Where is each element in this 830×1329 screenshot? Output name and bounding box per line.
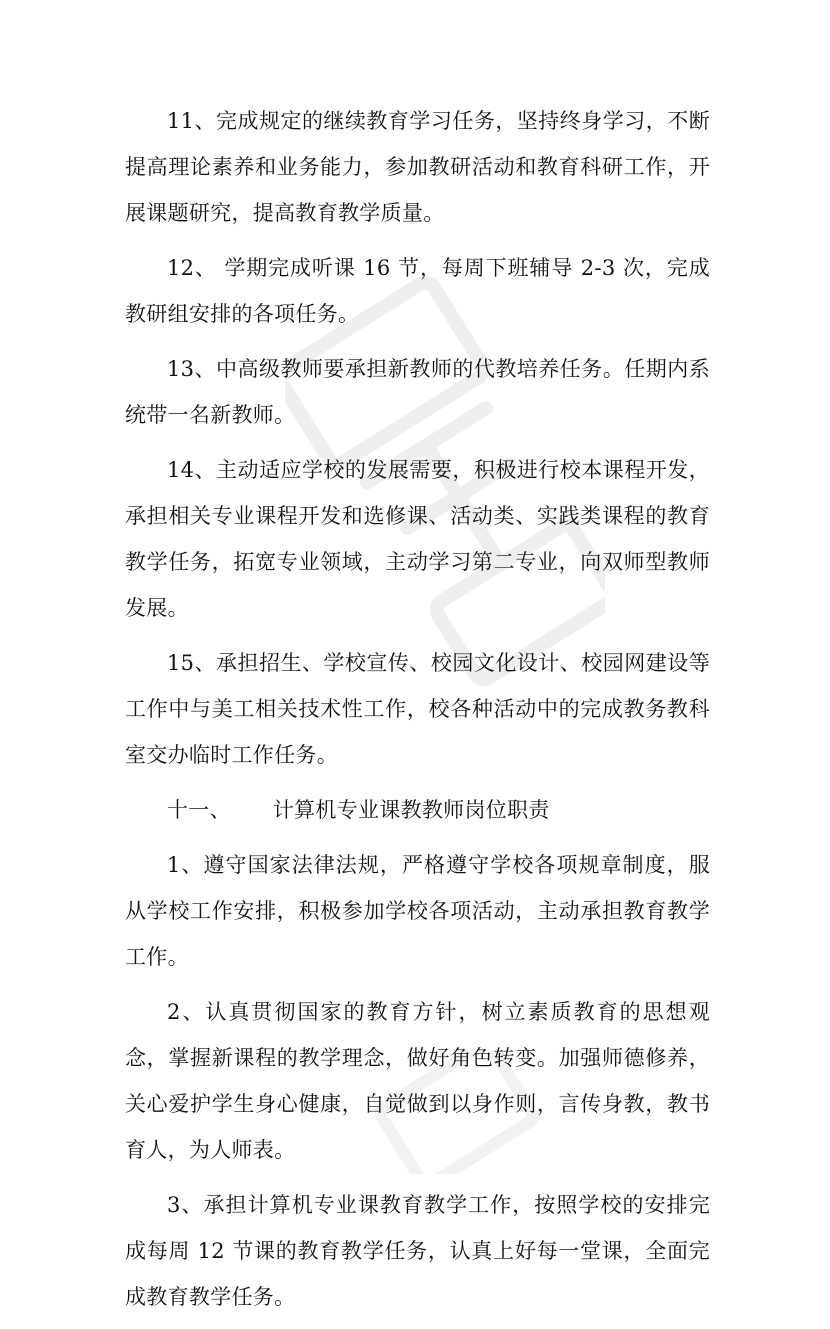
section-heading — [125, 787, 710, 833]
paragraph-item-11: 11、完成规定的继续教育学习任务，坚持终身学习，不断提高理论素养和业务能力，参加教研活动和教育科研工作，开展课题研究，提高教育教学质量。 — [125, 109, 710, 225]
duty-item-1: 1、遵守国家法律法规，严格遵守学校各项规章制度，服从学校工作安排，积极参加学校各项活动，主动承担教育教学工作。 — [125, 853, 710, 969]
section-number: 十一、 — [167, 798, 231, 822]
duty-item-2: 2、认真贯彻国家的教育方针，树立素质教育的思想观念，掌握新课程的教学理念，做好角色转变。加强师德修养，关心爱护学生身心健康，自觉做到以身作则，言传身教，教书育人，为人师表。 — [125, 1000, 710, 1162]
document-page — [125, 98, 710, 1329]
paragraph-item-14: 14、主动适应学校的发展需要，积极进行校本课程开发，承担相关专业课程开发和选修课、活动类、实践类课程的教育教学任务，拓宽专业领域，主动学习第二专业，向双师型教师发展。 — [125, 458, 710, 620]
section-title: 计算机专业课教教师岗位职责 — [272, 798, 550, 822]
paragraph-item-15: 15、承担招生、学校宣传、校园文化设计、校园网建设等工作中与美工相关技术性工作，校各种活动中的完成教务教科室交办临时工作任务。 — [125, 651, 710, 767]
paragraph-item-12: 12、 学期完成听课 16 节，每周下班辅导 2-3 次，完成教研组安排的各项任务。 — [125, 256, 710, 326]
duty-item-3: 3、承担计算机专业课教育教学工作，按照学校的安排完成每周 12 节课的教育教学任务，认真上好每一堂课，全面完成教育教学任务。 — [125, 1193, 710, 1309]
paragraph-item-13: 13、中高级教师要承担新教师的代教培养任务。任期内系统带一名新教师。 — [125, 357, 710, 427]
